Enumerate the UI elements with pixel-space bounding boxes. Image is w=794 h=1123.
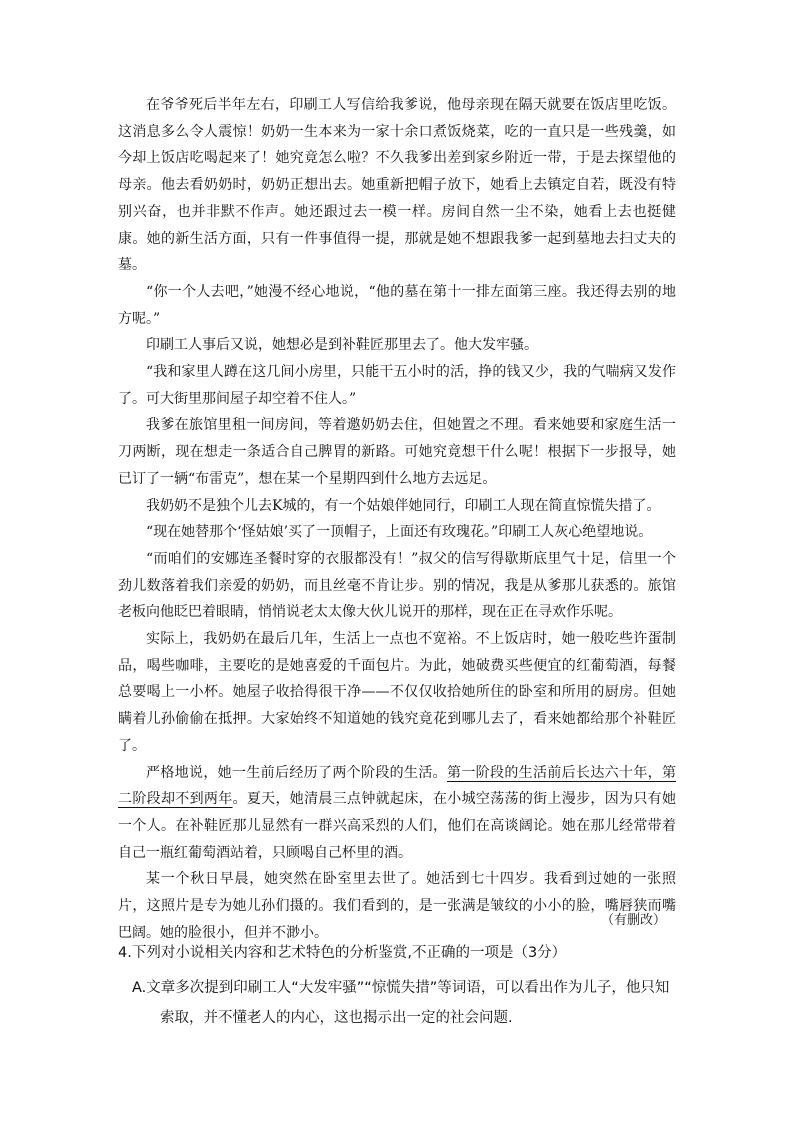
source-note: （有删改） bbox=[600, 913, 666, 928]
passage-paragraph-6: 我奶奶不是独个儿去K城的，有一个姑娘伴她同行，印刷工人现在简直惊慌失措了。 bbox=[146, 497, 661, 514]
passage-paragraph-5: 我爹在旅馆里租一间房间，等着邀奶奶去住，但她置之不理。看来她要和家庭生活一刀两断，现在想走一条适合自己脾胃的新路。可她究竟想干什么呢！根据下一步报导，她已订了一辆“布雷克”，想在某一个星期四到什么地方去远足。 bbox=[118, 417, 676, 487]
passage-paragraph-11: 某一个秋日早晨，她突然在卧室里去世了。她活到七十四岁。我看到过她的一张照片，这照片是专为她儿孙们摄的。我们看到的，是一张满是皱纹的小小的脸，嘴唇狭而嘴巴阔。她的脸很小，但并不渺小。 bbox=[118, 871, 676, 941]
passage-paragraph-9: 实际上，我奶奶在最后几年，生活上一点也不宽裕。不上饭店时，她一般吃些许蛋制品，喝些咖啡，主要吃的是她喜爱的千面包片。为此，她破费买些便宜的红葡萄酒，每餐总要喝上一小杯。她屋子收拾得很干净——不仅仅收拾她所住的卧室和所用的厨房。但她瞒着儿孙偷偷在抵押。大家始终不知道她的钱究竟花到哪儿去了，看来她都给那个补鞋匠了。 bbox=[118, 631, 676, 754]
passage-paragraph-3: 印刷工人事后又说，她想必是到补鞋匠那里去了。他大发牢骚。 bbox=[146, 337, 538, 354]
passage-paragraph-7: “现在她替那个‘怪姑娘’买了一顶帽子，上面还有玫瑰花。”印刷工人灰心绝望地说。 bbox=[146, 524, 653, 541]
passage-paragraph-2: “你一个人去吧，”她漫不经心地说，“他的墓在第十一排左面第三座。我还得去别的地方呢。” bbox=[118, 283, 676, 327]
passage-paragraph-4: “我和家里人蹲在这几间小房里，只能干五小时的活，挣的钱又少，我的气喘病又发作了。可大街里那间屋子却空着不住人。” bbox=[118, 364, 676, 407]
option-a: A.文章多次提到印刷工人“大发牢骚”“惊慌失措”等词语，可以看出作为儿子，他只知索取，并不懂老人的内心，这也揭示出一定的社会问题. bbox=[132, 980, 670, 1026]
passage-paragraph-8: “而咱们的安娜连圣餐时穿的衣服都没有！”叔父的信写得歇斯底里气十足，信里一个劲儿数落着我们亲爱的奶奶，而且丝毫不肯让步。别的情况，我是从爹那儿获悉的。旅馆老板向他眨巴着眼睛，悄悄说老太太像大伙儿说开的那样，现在正在寻欢作乐呢。 bbox=[118, 550, 676, 621]
passage bbox=[118, 92, 676, 947]
question-4 bbox=[118, 938, 678, 1033]
passage-paragraph-10: 严格地说，她一生前后经历了两个阶段的生活。第一阶段的生活前后长达六十年，第二阶段却不到两年。夏天，她清晨三点钟就起床，在小城空荡荡的街上漫步，因为只有她一个人。在补鞋匠那儿显然有一群兴高采烈的人们，他们在高谈阔论。她在那儿经常带着自己一瓶红葡萄酒站着，只顾喝自己杯里的酒。 bbox=[118, 764, 677, 861]
underlined-sentence: 第一阶段的生活前后长达六十年，第二阶段却不到两年 bbox=[118, 764, 676, 808]
passage-paragraph-1: 在爷爷死后半年左右，印刷工人写信给我爹说，他母亲现在隔天就要在饭店里吃饭。这消息多么令人震惊！奶奶一生本来为一家十余口煮饭烧菜，吃的一直只是一些残羹，如今却上饭店吃喝起来了！她究竟怎么啦？不久我爹出差到家乡附近一带，于是去探望他的母亲。他去看奶奶时，奶奶正想出去。她重新把帽子放下，她看上去镇定自若，既没有特别兴奋，也并非默不作声。她还跟过去一模一样。房间自然一尘不染，她看上去也挺健康。她的新生活方面，只有一件事值得一提，那就是她不想跟我爹一起到墓地去扫丈夫的墓。 bbox=[118, 97, 676, 274]
question-stem: 4.下列对小说相关内容和艺术特色的分析鉴赏,不正确的一项是（3分） bbox=[118, 945, 567, 961]
